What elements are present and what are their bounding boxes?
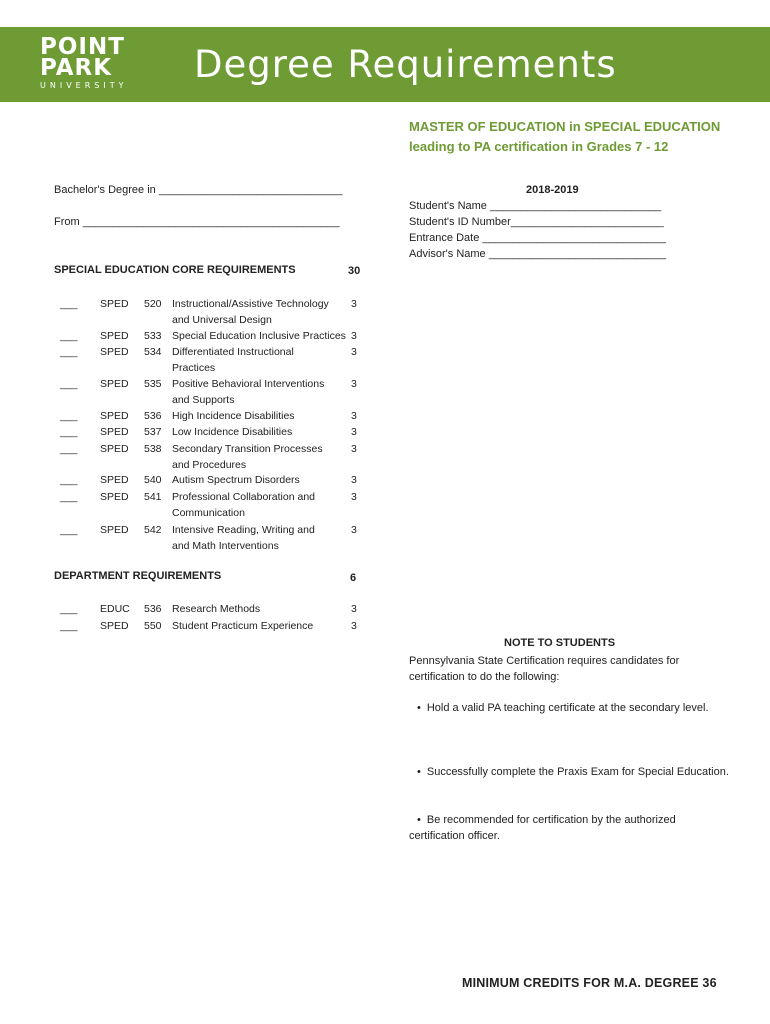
minimum-credits-footer: MINIMUM CREDITS FOR M.A. DEGREE 36	[462, 976, 717, 990]
course-dept: SPED	[100, 346, 129, 358]
course-title-continued: and Supports	[172, 394, 235, 406]
bachelors-degree-field: Bachelor's Degree in ______________________________	[54, 184, 343, 196]
checkbox-blank: ___	[60, 443, 78, 455]
notes-intro	[409, 653, 679, 685]
checkbox-blank: ___	[60, 298, 78, 310]
notes-bullet-3: • Be recommended for certification by the authorized	[417, 814, 676, 826]
course-number: 535	[144, 378, 162, 390]
advisor-name-field: Advisor's Name _____________________________	[409, 248, 667, 260]
program-title-line-1: MASTER OF EDUCATION in SPECIAL EDUCATION	[409, 119, 721, 134]
course-credits: 3	[351, 474, 357, 486]
checkbox-blank: ___	[60, 524, 78, 536]
course-credits: 3	[351, 443, 357, 455]
core-total-credits: 30	[348, 265, 361, 277]
course-number: 520	[144, 298, 162, 310]
course-number: 538	[144, 443, 162, 455]
course-dept: SPED	[100, 378, 129, 390]
course-title: Low Incidence Disabilities	[172, 426, 293, 438]
course-dept: SPED	[100, 524, 129, 536]
student-id-field: Student's ID Number_________________________	[409, 216, 664, 228]
course-title: Positive Behavioral Interventions	[172, 378, 325, 390]
course-credits: 3	[351, 410, 357, 422]
core-heading: SPECIAL EDUCATION CORE REQUIREMENTS	[54, 264, 296, 276]
course-title: Intensive Reading, Writing and	[172, 524, 315, 536]
department-total-credits: 6	[350, 572, 357, 584]
course-credits: 3	[351, 491, 357, 503]
course-credits: 3	[351, 330, 357, 342]
course-title-continued: and Procedures	[172, 459, 247, 471]
course-credits: 3	[351, 378, 357, 390]
from-field: From __________________________________________	[54, 216, 340, 228]
logo-line-2: PARK	[40, 55, 113, 81]
course-title: Autism Spectrum Disorders	[172, 474, 300, 486]
course-credits: 3	[351, 298, 357, 310]
course-title: Student Practicum Experience	[172, 620, 314, 632]
course-dept: SPED	[100, 474, 129, 486]
program-title	[409, 117, 720, 157]
course-dept: SPED	[100, 330, 129, 342]
course-title: Professional Collaboration and	[172, 491, 316, 503]
course-dept: SPED	[100, 298, 129, 310]
student-name-field: Student's Name ____________________________	[409, 200, 662, 212]
notes-bullet-3-continued: certification officer.	[409, 830, 500, 842]
course-dept: SPED	[100, 410, 129, 422]
course-title-continued: Communication	[172, 507, 245, 519]
notes-intro-line-1: Pennsylvania State Certification requires candidates for	[409, 655, 680, 667]
header-banner	[0, 27, 770, 102]
course-number: 550	[144, 620, 162, 632]
checkbox-blank: ___	[60, 410, 78, 422]
course-title-continued: Practices	[172, 362, 216, 374]
logo-line-3: UNIVERSITY	[40, 81, 128, 90]
checkbox-blank: ___	[60, 491, 78, 503]
notes-heading: NOTE TO STUDENTS	[504, 637, 616, 649]
course-credits: 3	[351, 524, 357, 536]
course-dept: SPED	[100, 443, 129, 455]
checkbox-blank: ___	[60, 426, 78, 438]
course-title: Differentiated Instructional	[172, 346, 294, 358]
course-number: 536	[144, 410, 162, 422]
checkbox-blank: ___	[60, 346, 78, 358]
notes-intro-line-2: certification to do the following:	[409, 671, 560, 683]
course-title: Research Methods	[172, 603, 261, 615]
course-title: High Incidence Disabilities	[172, 410, 295, 422]
program-title-line-2: leading to PA certification in Grades 7 - 12	[409, 139, 669, 154]
university-logo	[40, 34, 128, 92]
course-number: 536	[144, 603, 162, 615]
course-number: 540	[144, 474, 162, 486]
course-credits: 3	[351, 620, 357, 632]
checkbox-blank: ___	[60, 330, 78, 342]
checkbox-blank: ___	[60, 603, 78, 615]
course-number: 534	[144, 346, 162, 358]
academic-year: 2018-2019	[526, 184, 579, 196]
course-number: 541	[144, 491, 162, 503]
course-title-continued: and Math Interventions	[172, 540, 279, 552]
course-dept: EDUC	[100, 603, 130, 615]
course-title: Special Education Inclusive Practices	[172, 330, 346, 342]
course-dept: SPED	[100, 491, 129, 503]
course-credits: 3	[351, 346, 357, 358]
course-title-continued: and Universal Design	[172, 314, 272, 326]
course-number: 533	[144, 330, 162, 342]
course-number: 537	[144, 426, 162, 438]
entrance-date-field: Entrance Date ______________________________	[409, 232, 666, 244]
checkbox-blank: ___	[60, 620, 78, 632]
notes-bullet-1: • Hold a valid PA teaching certificate at the secondary level.	[417, 702, 709, 714]
notes-bullet-2: • Successfully complete the Praxis Exam for Special Education.	[417, 766, 729, 778]
checkbox-blank: ___	[60, 378, 78, 390]
course-title: Secondary Transition Processes	[172, 443, 323, 455]
course-title: Instructional/Assistive Technology	[172, 298, 329, 310]
course-dept: SPED	[100, 620, 129, 632]
course-dept: SPED	[100, 426, 129, 438]
department-heading: DEPARTMENT REQUIREMENTS	[54, 570, 222, 582]
course-credits: 3	[351, 603, 357, 615]
checkbox-blank: ___	[60, 474, 78, 486]
course-credits: 3	[351, 426, 357, 438]
banner-title: Degree Requirements	[194, 43, 617, 86]
course-number: 542	[144, 524, 162, 536]
logo-line-1: POINT	[40, 34, 125, 60]
